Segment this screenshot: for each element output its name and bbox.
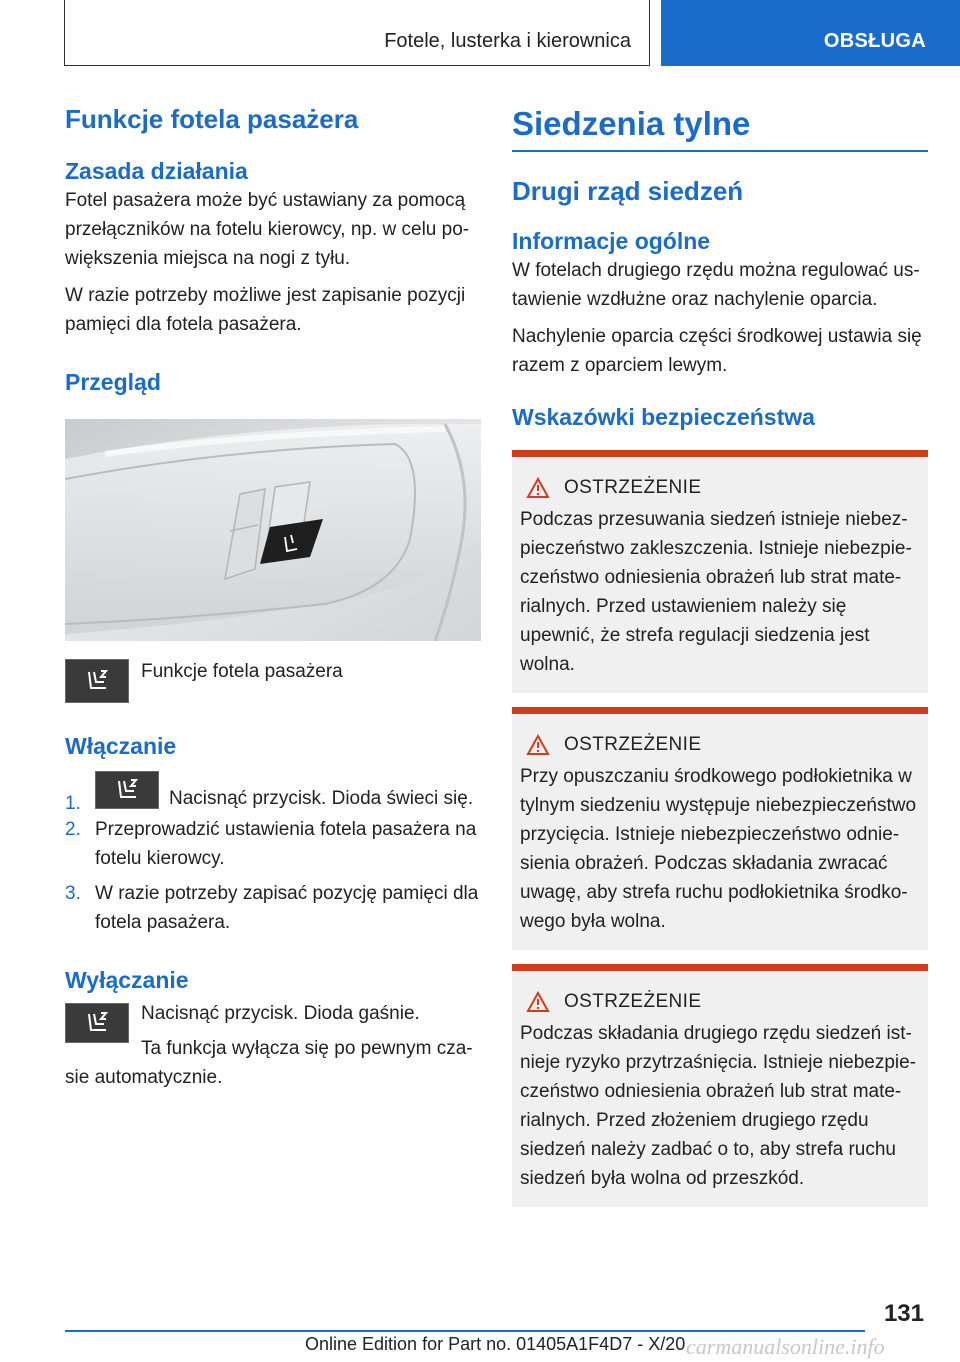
step-text: Nacisnąć przycisk. Dioda świeci się. (169, 788, 474, 809)
figure-caption-row (65, 659, 481, 703)
header-chapter-tab (661, 0, 960, 66)
warning-box (512, 450, 928, 693)
list-item (65, 771, 481, 814)
list-item (65, 815, 481, 873)
warning-text: Przy opuszczaniu środkowego podłokietnika w tylnym siedzeniu występuje niebezpieczeństwo przycięcia. Istnieje niebezpieczeństwo odnie-sienia obrażeń. Podczas składania zwracać uwagę, aby strefa ruchu podłokietnika środko-wego była wolna. (520, 766, 917, 932)
heading-funkcje: Funkcje fotela pasażera (65, 104, 359, 134)
step-number: 2. (65, 819, 81, 840)
page-header (0, 0, 960, 66)
heading-rule (512, 150, 928, 152)
page-number: 131 (883, 1300, 924, 1327)
heading-wylaczanie: Wyłączanie (65, 967, 189, 993)
paragraph-zasada-2: W razie potrzeby możliwe jest zapisanie pozycji pamięci dla fotela pasażera. (65, 285, 466, 335)
warning-title: OSTRZEŻENIE (564, 734, 702, 755)
warning-title: OSTRZEŻENIE (564, 477, 702, 498)
heading-siedzenia-tylne: Siedzenia tylne (512, 105, 751, 142)
header-section-box (64, 0, 650, 66)
passenger-seat-button-icon (65, 659, 129, 703)
list-item (65, 879, 481, 937)
step-text: Przeprowadzić ustawienia fotela pasażera na fotelu kierowcy. (95, 819, 477, 869)
warning-text: Podczas przesuwania siedzeń istnieje niebez-pieczeństwo zakleszczenia. Istnieje niebezpie-czeństwo odniesienia obrażeń lub strat mate-rialnych. Przed ustawieniem należy się upewnić, że strefa regulacji siedzenia jest wolna. (520, 509, 912, 675)
figure-caption: Funkcje fotela pasażera (141, 661, 343, 682)
heading-informacje: Informacje ogólne (512, 228, 711, 254)
paragraph-info-1: W fotelach drugiego rzędu można regulować us-tawienie wzdłużne oraz nachylenie oparcia. (512, 260, 920, 310)
heading-wlaczanie: Włączanie (65, 733, 177, 759)
warning-text: Podczas składania drugiego rzędu siedzeń ist-nieje ryzyko przytrzaśnięcia. Istnieje niebezpie-czeństwo odniesienia obrażeń lub strat mate-rialnych. Przed złożeniem drugiego rzędu siedzeń należy zadbać o to, aby strefa ruchu siedzeń była wolna od przeszkód. (520, 1023, 917, 1189)
right-column (512, 102, 928, 1207)
steps-list (65, 771, 481, 937)
footer-edition: Online Edition for Part no. 01405A1F4D7 - X/20 (305, 1334, 686, 1354)
warning-header (520, 734, 920, 756)
step-number: 3. (65, 883, 81, 904)
paragraph-info-2: Nachylenie oparcia części środkowej ustawia się razem z oparciem lewym. (512, 326, 922, 376)
watermark: carmanualsonline.info (686, 1334, 885, 1359)
warning-header (520, 991, 920, 1013)
step-number: 1. (65, 793, 81, 814)
step-text: W razie potrzeby zapisać pozycję pamięci dla fotela pasażera. (95, 883, 479, 933)
warning-triangle-icon (526, 734, 550, 756)
left-column (65, 102, 481, 1092)
warning-header (520, 477, 920, 499)
door-panel-photo (65, 419, 481, 641)
warning-triangle-icon (526, 991, 550, 1013)
warning-box (512, 707, 928, 950)
warning-triangle-icon (526, 477, 550, 499)
paragraph-zasada-1: Fotel pasażera może być ustawiany za pomocą przełączników na fotelu kierowcy, np. w celu po-większenia miejsca na nogi z tyłu. (65, 190, 470, 269)
heading-zasada: Zasada działania (65, 158, 248, 184)
heading-wskazowki: Wskazówki bezpieczeństwa (512, 404, 815, 430)
warning-title: OSTRZEŻENIE (564, 991, 702, 1012)
header-section-title: Fotele, lusterka i kierownica (384, 30, 631, 52)
paragraph-wylaczanie-2: Ta funkcja wyłącza się po pewnym cza-sie automatycznie. (65, 1038, 473, 1088)
header-tab-label: OBSŁUGA (823, 30, 926, 52)
heading-przeglad: Przegląd (65, 369, 161, 395)
warning-box (512, 964, 928, 1207)
heading-drugi-rzad: Drugi rząd siedzeń (512, 176, 744, 206)
wylaczanie-block (65, 999, 481, 1092)
passenger-seat-button-icon (65, 1003, 129, 1043)
passenger-seat-button-icon (95, 771, 159, 809)
footer-rule (65, 1330, 865, 1332)
paragraph-wylaczanie-1: Nacisnąć przycisk. Dioda gaśnie. (141, 1003, 420, 1024)
